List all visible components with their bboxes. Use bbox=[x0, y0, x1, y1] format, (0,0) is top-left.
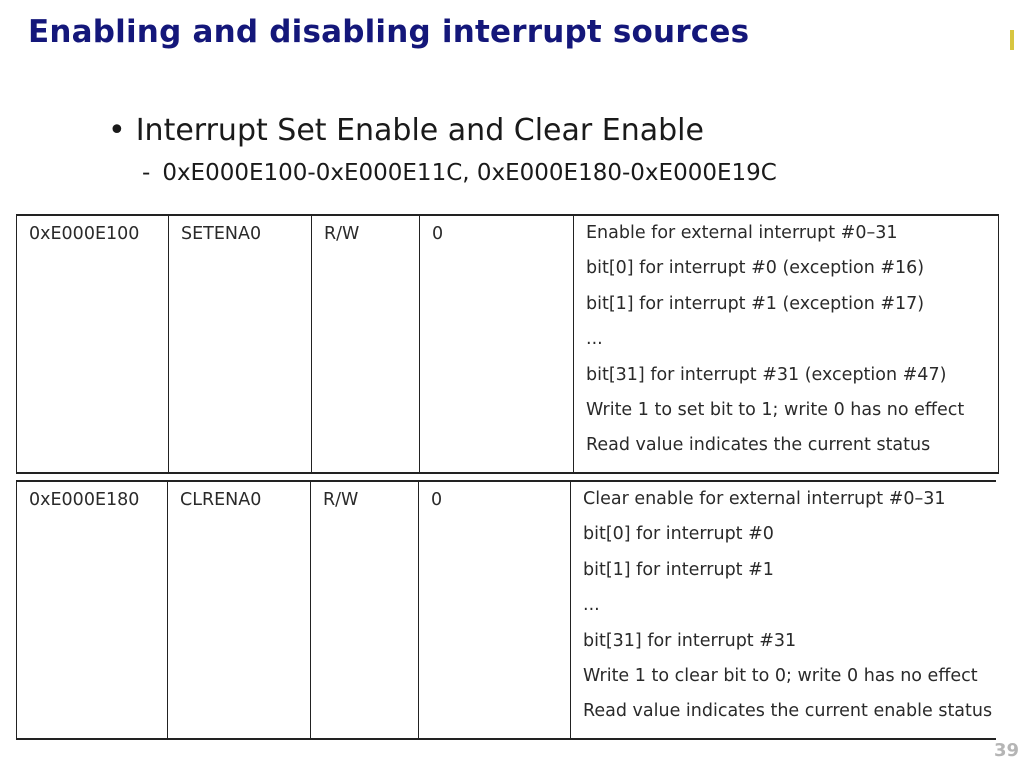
description-line: ... bbox=[586, 329, 603, 350]
description-line: Enable for external interrupt #0–31 bbox=[586, 223, 898, 243]
description-line: Clear enable for external interrupt #0–31 bbox=[583, 489, 946, 509]
description-line: Write 1 to clear bit to 0; write 0 has no effect bbox=[583, 665, 978, 686]
sub-bullet-text: 0xE000E100-0xE000E11C, 0xE000E180-0xE000E19C bbox=[162, 160, 777, 186]
register-type: R/W bbox=[311, 481, 419, 739]
bullet-dot-icon: • bbox=[108, 113, 126, 148]
register-description bbox=[571, 481, 996, 739]
description-line: bit[1] for interrupt #1 (exception #17) bbox=[586, 293, 925, 314]
description-line: ... bbox=[583, 595, 600, 616]
slide-title: Enabling and disabling interrupt sources bbox=[28, 14, 750, 50]
sub-bullet bbox=[142, 160, 777, 186]
description-line: Write 1 to set bit to 1; write 0 has no effect bbox=[586, 399, 965, 420]
register-name: CLRENA0 bbox=[168, 481, 311, 739]
register-reset-value: 0 bbox=[420, 215, 574, 473]
table-row bbox=[17, 215, 999, 473]
main-bullet bbox=[108, 113, 704, 148]
dash-icon: - bbox=[142, 160, 151, 186]
register-name: SETENA0 bbox=[169, 215, 312, 473]
register-address: 0xE000E180 bbox=[17, 481, 168, 739]
page-number: 39 bbox=[994, 740, 1020, 761]
setena-register-table bbox=[16, 214, 999, 474]
description-line: bit[0] for interrupt #0 (exception #16) bbox=[586, 258, 925, 279]
register-type: R/W bbox=[312, 215, 420, 473]
description-line: bit[0] for interrupt #0 bbox=[583, 524, 774, 545]
clrena-register-table bbox=[16, 480, 996, 740]
register-reset-value: 0 bbox=[419, 481, 571, 739]
corner-mark bbox=[1010, 30, 1014, 50]
register-address: 0xE000E100 bbox=[17, 215, 169, 473]
description-line: bit[31] for interrupt #31 (exception #47) bbox=[586, 364, 947, 385]
description-line: Read value indicates the current status bbox=[586, 435, 931, 456]
description-line: bit[31] for interrupt #31 bbox=[583, 630, 797, 651]
description-line: Read value indicates the current enable status bbox=[583, 701, 993, 722]
table-row bbox=[17, 481, 996, 739]
main-bullet-text: Interrupt Set Enable and Clear Enable bbox=[135, 113, 704, 148]
description-line: bit[1] for interrupt #1 bbox=[583, 559, 774, 580]
register-description bbox=[574, 215, 999, 473]
